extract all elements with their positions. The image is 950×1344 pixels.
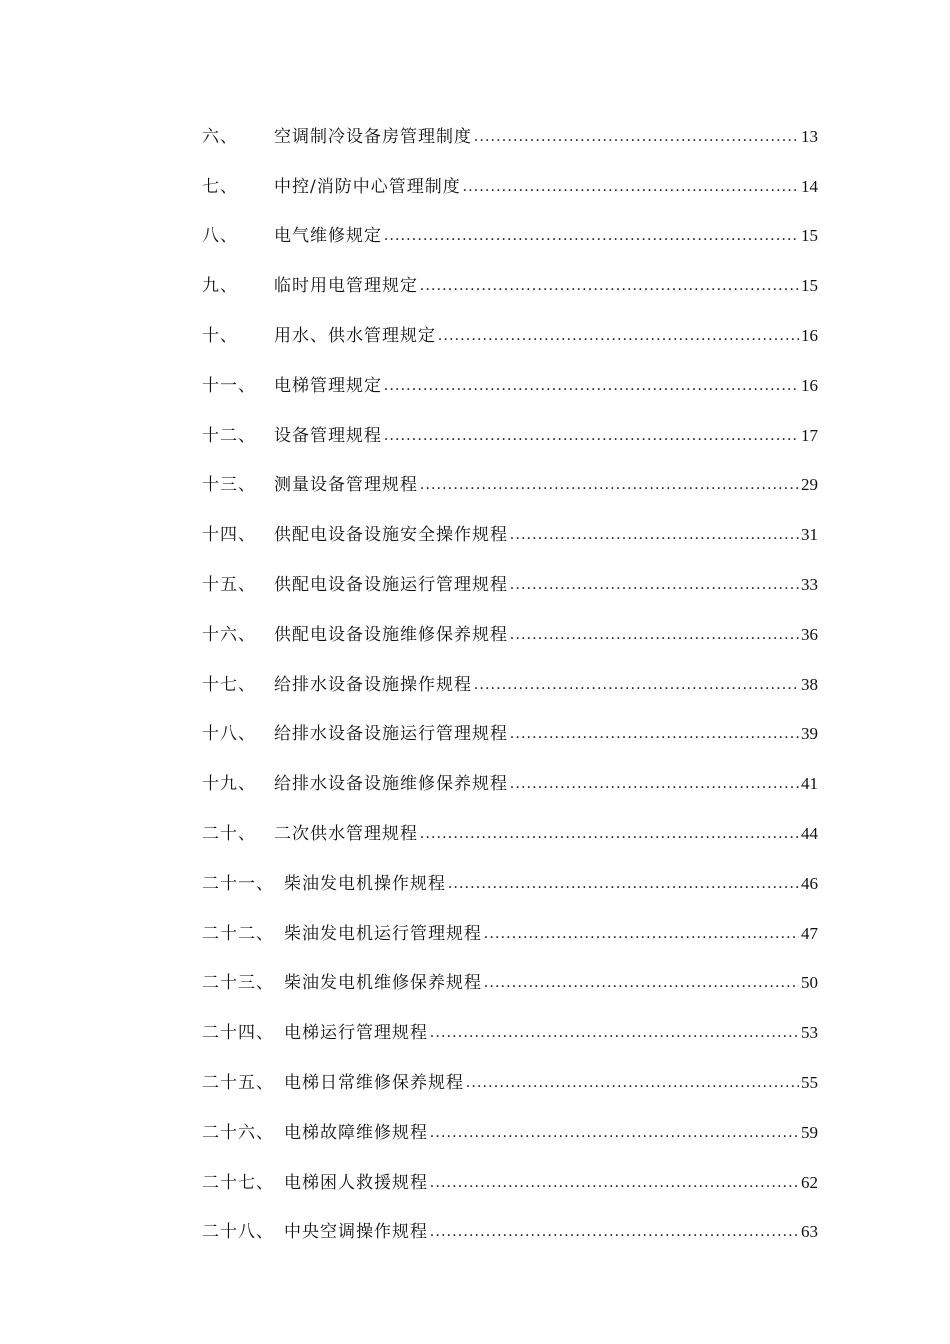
toc-entry[interactable] [202,666,818,696]
toc-dot-leader [448,873,799,895]
toc-entry[interactable] [202,566,818,596]
toc-entry-page: 33 [801,575,818,594]
toc-entry[interactable] [202,168,818,198]
toc-entry-title: 供配电设备设施运行管理规程 [274,575,508,595]
toc-entry-page: 15 [801,276,818,295]
toc-entry-title: 空调制冷设备房管理制度 [274,127,472,147]
toc-entry-page: 36 [801,625,818,644]
toc-entry-page: 53 [801,1023,818,1042]
toc-entry-page: 14 [801,177,818,196]
toc-entry[interactable] [202,865,818,895]
toc-dot-leader [430,1221,799,1243]
toc-entry-title: 中央空调操作规程 [284,1222,428,1242]
toc-dot-leader [466,1072,799,1094]
toc-entry[interactable] [202,516,818,546]
toc-entry-page: 62 [801,1173,818,1192]
toc-entry[interactable] [202,964,818,994]
toc-entry-title: 给排水设备设施运行管理规程 [274,724,508,744]
toc-entry-number: 二十四、 [202,1023,274,1043]
toc-entry[interactable] [202,1164,818,1194]
toc-dot-leader [430,1172,799,1194]
toc-entry[interactable] [202,715,818,745]
toc-entry-title: 柴油发电机维修保养规程 [284,973,482,993]
toc-dot-leader [463,176,799,198]
toc-entry-number: 二十三、 [202,973,274,993]
toc-entry-number: 二十一、 [202,874,274,894]
toc-entry-number: 十五、 [202,575,256,595]
toc-entry-number: 二十六、 [202,1123,274,1143]
toc-entry-number: 十七、 [202,675,256,695]
toc-entry-page: 46 [801,874,818,893]
toc-entry-title: 给排水设备设施维修保养规程 [274,774,508,794]
toc-dot-leader [510,723,799,745]
toc-dot-leader [420,823,799,845]
toc-entry-page: 55 [801,1073,818,1092]
toc-entry-number: 十三、 [202,475,256,495]
toc-entry-number: 二十五、 [202,1073,274,1093]
toc-entry[interactable] [202,118,818,148]
toc-entry-page: 15 [801,226,818,245]
toc-dot-leader [510,524,799,546]
toc-entry-title: 测量设备管理规程 [274,475,418,495]
toc-entry[interactable] [202,915,818,945]
toc-entry[interactable] [202,466,818,496]
toc-entry-number: 十四、 [202,525,256,545]
toc-entry-page: 39 [801,724,818,743]
toc-entry-page: 63 [801,1222,818,1241]
toc-entry-page: 16 [801,376,818,395]
toc-entry[interactable] [202,1114,818,1144]
toc-entry-title: 二次供水管理规程 [274,824,418,844]
toc-entry[interactable] [202,267,818,297]
toc-entry-page: 38 [801,675,818,694]
toc-entry-number: 二十七、 [202,1173,274,1193]
toc-entry-page: 13 [801,127,818,146]
toc-entry-title: 临时用电管理规定 [274,276,418,296]
toc-dot-leader [384,425,799,447]
toc-entry[interactable] [202,1213,818,1243]
toc-entry[interactable] [202,765,818,795]
toc-entry-title: 给排水设备设施操作规程 [274,675,472,695]
toc-entry[interactable] [202,1064,818,1094]
toc-dot-leader [474,674,799,696]
toc-entry-number: 七、 [202,177,238,197]
toc-entry-page: 16 [801,326,818,345]
toc-dot-leader [484,972,799,994]
toc-entry-title: 设备管理规程 [274,426,382,446]
toc-entry-number: 二十八、 [202,1222,274,1242]
toc-entry-page: 29 [801,475,818,494]
toc-entry-number: 十九、 [202,774,256,794]
toc-entry[interactable] [202,815,818,845]
toc-dot-leader [438,325,799,347]
toc-dot-leader [430,1122,799,1144]
toc-entry-number: 十八、 [202,724,256,744]
toc-entry-title: 电梯困人救援规程 [284,1173,428,1193]
toc-entry[interactable] [202,1014,818,1044]
toc-entry-number: 九、 [202,276,238,296]
toc-entry[interactable] [202,367,818,397]
toc-entry[interactable] [202,317,818,347]
toc-entry[interactable] [202,417,818,447]
toc-entry-page: 50 [801,973,818,992]
toc-entry-title: 用水、供水管理规定 [274,326,436,346]
toc-entry-title: 供配电设备设施维修保养规程 [274,625,508,645]
toc-entry-title: 电梯管理规定 [274,376,382,396]
toc-entry-number: 二十、 [202,824,256,844]
toc-dot-leader [430,1022,799,1044]
toc-entry-number: 二十二、 [202,924,274,944]
toc-dot-leader [420,474,799,496]
toc-entry-title: 电梯日常维修保养规程 [284,1073,464,1093]
toc-entry-number: 十六、 [202,625,256,645]
toc-dot-leader [474,126,799,148]
toc-entry-page: 47 [801,924,818,943]
toc-entry-page: 44 [801,824,818,843]
toc-entry-title: 柴油发电机运行管理规程 [284,924,482,944]
toc-entry-page: 59 [801,1123,818,1142]
toc-dot-leader [510,574,799,596]
toc-dot-leader [484,923,799,945]
toc-entry-title: 电梯运行管理规程 [284,1023,428,1043]
toc-dot-leader [384,225,799,247]
toc-entry-page: 41 [801,774,818,793]
toc-dot-leader [384,375,799,397]
toc-entry-number: 十二、 [202,426,256,446]
toc-entry[interactable] [202,217,818,247]
toc-dot-leader [510,773,799,795]
toc-entry-title: 供配电设备设施安全操作规程 [274,525,508,545]
toc-dot-leader [510,624,799,646]
toc-entry-page: 17 [801,426,818,445]
toc-entry-title: 电梯故障维修规程 [284,1123,428,1143]
toc-entry-number: 八、 [202,226,238,246]
toc-dot-leader [420,275,799,297]
toc-entry-title: 中控/消防中心管理制度 [274,177,461,197]
toc-entry-number: 十一、 [202,376,256,396]
toc-entry-number: 六、 [202,127,238,147]
toc-entry-number: 十、 [202,326,238,346]
toc-entry-title: 电气维修规定 [274,226,382,246]
toc-entry[interactable] [202,616,818,646]
toc-entry-title: 柴油发电机操作规程 [284,874,446,894]
toc-entry-page: 31 [801,525,818,544]
